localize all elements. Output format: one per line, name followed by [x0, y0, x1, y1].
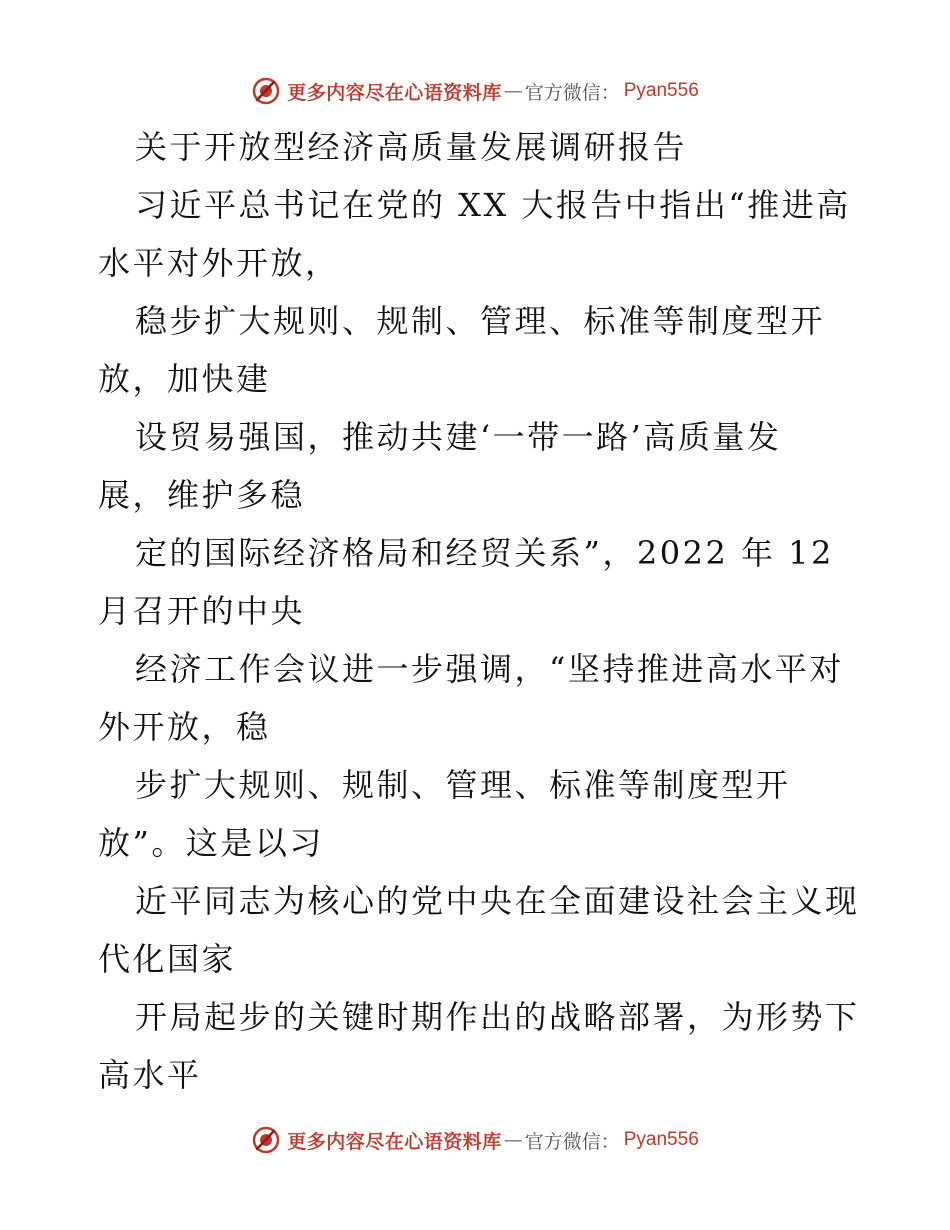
footer-brand-text: 更多内容尽在心语资料库: [287, 1130, 502, 1153]
footer-separator: —: [503, 1129, 523, 1151]
paragraph-line: 步扩大规则、规制、管理、标准等制度型开: [135, 766, 791, 804]
header-account-id: Pyan556: [623, 80, 699, 101]
paragraph-line: 放，加快建: [98, 360, 271, 398]
paragraph-line: 开局起步的关键时期作出的战略部署，为形势下: [135, 998, 860, 1036]
header-brand-text: 更多内容尽在心语资料库: [287, 81, 502, 104]
paragraph-line: 外开放，稳: [98, 708, 271, 746]
paragraph-line: 习近平总书记在党的 XX 大报告中指出“推进高: [135, 186, 851, 224]
paragraph-line: 近平同志为核心的党中央在全面建设社会主义现: [135, 882, 860, 920]
quill-logo-icon: [251, 76, 281, 106]
paragraph-line: 展，维护多稳: [98, 476, 306, 514]
document-body: [98, 118, 858, 1104]
paragraph-line: 放”。这是以习: [98, 824, 324, 862]
paragraph-line: 定的国际经济格局和经贸关系”，2022 年 12: [135, 534, 834, 572]
footer-account-id: Pyan556: [623, 1129, 699, 1150]
paragraph-line: 经济工作会议进一步强调，“坚持推进高水平对: [135, 650, 844, 688]
footer-official-label: 官方微信：: [524, 1130, 620, 1153]
paragraph-line: 稳步扩大规则、规制、管理、标准等制度型开: [135, 302, 826, 340]
paragraph-line: 水平对外开放，: [98, 244, 340, 282]
header-separator: —: [503, 80, 523, 102]
header-watermark-banner: [0, 71, 950, 111]
paragraph-line: 高水平: [98, 1056, 202, 1094]
quill-logo-icon: [251, 1125, 281, 1155]
paragraph-line: 设贸易强国，推动共建‘一带一路’高质量发: [135, 418, 782, 456]
footer-watermark-banner: [0, 1120, 950, 1160]
document-title: 关于开放型经济高质量发展调研报告: [135, 128, 688, 166]
paragraph-line: 代化国家: [98, 940, 237, 978]
paragraph-line: 月召开的中央: [98, 592, 306, 630]
header-official-label: 官方微信：: [524, 81, 620, 104]
